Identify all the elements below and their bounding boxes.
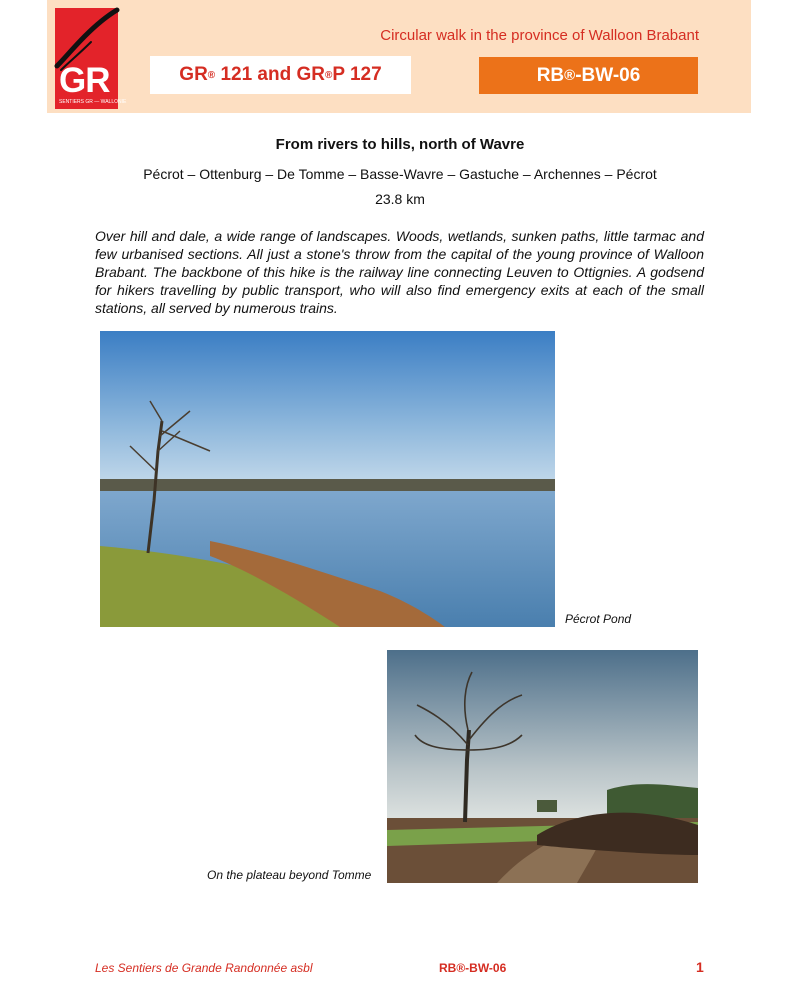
gr-reg1: ® [207,69,216,81]
gr-part1: GR [179,64,208,85]
gr-logo [55,8,127,109]
page-header [47,0,751,113]
pecrot-pond-photo [100,331,555,627]
page-title: From rivers to hills, north of Wavre [275,136,525,153]
footer-route-code: RB®-BW-06 [439,961,507,975]
code-suffix: -BW-06 [575,64,641,86]
logo-letters: GR [59,61,110,100]
route-code-badge [479,57,698,94]
gr-part3: P 127 [332,64,382,85]
footer-organisation: Les Sentiers de Grande Randonnée asbl [95,961,313,975]
trail-designation [150,56,411,94]
photo-caption: On the plateau beyond Tomme [207,868,372,882]
logo-tagline: SENTIERS GR — WALLONIE [59,99,127,105]
photo-caption: Pécrot Pond [565,612,632,626]
page-number: 1 [696,959,704,975]
code-prefix: RB [536,64,565,86]
intro-paragraph: Over hill and dale, a wide range of landscapes. Woods, wetlands, sunken paths, little tarmac and few urbanised sections. All just a stone's throw from the capital of the young province of Walloon Brabant. The backbone of this hike is the railway line connecting Leuven to Ottignies. A godsend for hikers travelling by public transport, who will also find emergency exits at each of the small stations, all served by numerous trains. [95,228,704,316]
code-reg: ® [564,67,576,84]
plateau-tree-photo [387,650,698,883]
route-stops: Pécrot – Ottenburg – De Tomme – Basse-Wavre – Gastuche – Archennes – Pécrot [143,166,657,182]
gr-reg2: ® [325,69,333,81]
header-tagline: Circular walk in the province of Walloon Brabant [380,27,699,44]
gr-part2: 121 and GR [215,64,325,85]
route-distance: 23.8 km [375,191,425,207]
